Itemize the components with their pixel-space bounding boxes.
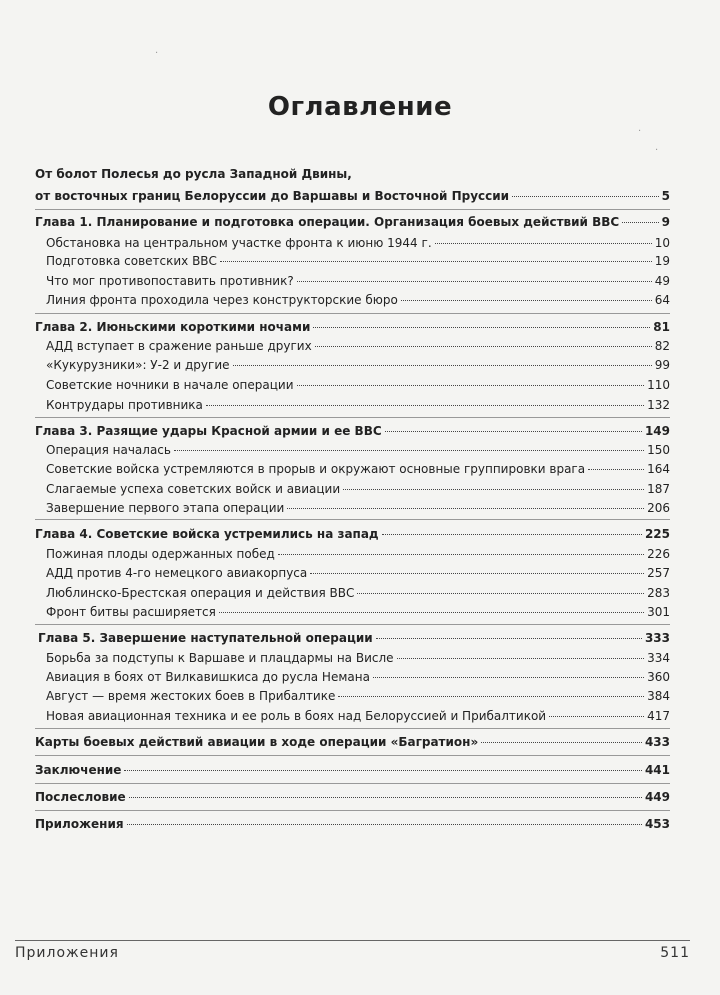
page-number: 206 xyxy=(647,501,670,515)
divider xyxy=(35,728,670,729)
page-number: 226 xyxy=(647,547,670,561)
divider xyxy=(35,810,670,811)
leader-dots xyxy=(278,554,644,555)
divider xyxy=(35,755,670,756)
leader-dots xyxy=(124,770,642,771)
leader-dots xyxy=(206,405,644,406)
toc-chapter-5[interactable]: Глава 5. Завершение наступательной операции 333 xyxy=(38,631,670,645)
divider xyxy=(35,624,670,625)
page-number: 360 xyxy=(647,670,670,684)
toc-section[interactable]: Пожиная плоды одержанных побед 226 xyxy=(46,547,670,561)
page-number: 187 xyxy=(647,482,670,496)
toc-conclusion[interactable]: Заключение 441 xyxy=(35,763,670,777)
toc-section[interactable]: Контрудары противника 132 xyxy=(46,398,670,412)
leader-dots xyxy=(127,824,642,825)
page-number: 433 xyxy=(644,735,670,749)
toc-section[interactable]: Авиация в боях от Вилкавишкиса до русла Немана 360 xyxy=(46,670,670,684)
page-number: 257 xyxy=(647,566,670,580)
leader-dots xyxy=(129,797,642,798)
toc-afterword[interactable]: Послесловие 449 xyxy=(35,790,670,804)
page-number: 453 xyxy=(644,817,670,831)
page-number: 225 xyxy=(644,527,670,541)
page-number: 334 xyxy=(647,651,670,665)
leader-dots xyxy=(401,300,652,301)
toc-section[interactable]: АДД вступает в сражение раньше других 82 xyxy=(46,339,670,353)
page-number: 283 xyxy=(647,586,670,600)
divider xyxy=(35,783,670,784)
page-number: 82 xyxy=(654,339,670,353)
divider xyxy=(35,209,670,210)
toc-section[interactable]: Август — время жестоких боев в Прибалтике 384 xyxy=(46,689,670,703)
leader-dots xyxy=(512,196,659,197)
page-number: 10 xyxy=(654,236,670,250)
toc-section[interactable]: Что мог противопоставить противник? 49 xyxy=(46,274,670,288)
footer-rule xyxy=(15,940,690,941)
page-number: 19 xyxy=(654,254,670,268)
leader-dots xyxy=(481,742,642,743)
toc-section[interactable]: Люблинско-Брестская операция и действия ВВС 283 xyxy=(46,586,670,600)
page-number: 384 xyxy=(647,689,670,703)
toc-section[interactable]: «Кукурузники»: У-2 и другие 99 xyxy=(46,358,670,372)
toc-intro-line2[interactable]: от восточных границ Белоруссии до Варшавы и Восточной Пруссии 5 xyxy=(35,189,670,203)
leader-dots xyxy=(549,716,644,717)
page-number: 150 xyxy=(647,443,670,457)
leader-dots xyxy=(219,612,644,613)
toc-section[interactable]: Советские войска устремляются в прорыв и окружают основные группировки врага 164 xyxy=(46,462,670,476)
folio-page-number: 511 xyxy=(660,945,690,961)
toc-section[interactable]: Фронт битвы расширяется 301 xyxy=(46,605,670,619)
speck-mark: · xyxy=(638,126,642,137)
page-number: 9 xyxy=(661,215,670,229)
toc-section[interactable]: Завершение первого этапа операции 206 xyxy=(46,501,670,515)
running-footer-title: Приложения xyxy=(15,945,119,961)
divider xyxy=(35,417,670,418)
page-number: 333 xyxy=(644,631,670,645)
speck-mark: · xyxy=(155,48,159,59)
toc-chapter-4[interactable]: Глава 4. Советские войска устремились на запад 225 xyxy=(35,527,670,541)
toc-section[interactable]: Слагаемые успеха советских войск и авиации 187 xyxy=(46,482,670,496)
leader-dots xyxy=(435,243,652,244)
page-number: 110 xyxy=(647,378,670,392)
leader-dots xyxy=(313,327,650,328)
toc-chapter-3[interactable]: Глава 3. Разящие удары Красной армии и ее ВВС 149 xyxy=(35,424,670,438)
leader-dots xyxy=(343,489,644,490)
leader-dots xyxy=(376,638,642,639)
page-number: 99 xyxy=(654,358,670,372)
toc-section[interactable]: Советские ночники в начале операции 110 xyxy=(46,378,670,392)
divider xyxy=(35,313,670,314)
leader-dots xyxy=(622,222,658,223)
page-number: 149 xyxy=(644,424,670,438)
toc-section[interactable]: Новая авиационная техника и ее роль в боях над Белоруссией и Прибалтикой 417 xyxy=(46,709,670,723)
leader-dots xyxy=(338,696,644,697)
page-number: 81 xyxy=(653,320,670,334)
page-footer xyxy=(15,945,690,961)
toc-chapter-2[interactable]: Глава 2. Июньскими короткими ночами 81 xyxy=(35,320,670,334)
page-number: 449 xyxy=(644,790,670,804)
toc-section[interactable]: Линия фронта проходила через конструкторские бюро 64 xyxy=(46,293,670,307)
leader-dots xyxy=(287,508,644,509)
leader-dots xyxy=(297,385,645,386)
toc-section[interactable]: Подготовка советских ВВС 19 xyxy=(46,254,670,268)
leader-dots xyxy=(174,450,644,451)
speck-mark: · xyxy=(655,145,659,156)
page-number: 441 xyxy=(644,763,670,777)
leader-dots xyxy=(310,573,644,574)
toc-appendices[interactable]: Приложения 453 xyxy=(35,817,670,831)
leader-dots xyxy=(297,281,652,282)
toc-chapter-1[interactable]: Глава 1. Планирование и подготовка операции. Организация боевых действий ВВС 9 xyxy=(35,215,670,229)
leader-dots xyxy=(397,658,645,659)
toc-section[interactable]: Борьба за подступы к Варшаве и плацдармы на Висле 334 xyxy=(46,651,670,665)
page-number: 301 xyxy=(647,605,670,619)
toc-section[interactable]: Операция началась 150 xyxy=(46,443,670,457)
page-number: 49 xyxy=(654,274,670,288)
toc-maps[interactable]: Карты боевых действий авиации в ходе операции «Багратион» 433 xyxy=(35,735,670,749)
toc-section[interactable]: АДД против 4-го немецкого авиакорпуса 257 xyxy=(46,566,670,580)
divider xyxy=(35,519,670,520)
page-number: 5 xyxy=(661,189,670,203)
page-number: 164 xyxy=(647,462,670,476)
page-number: 417 xyxy=(647,709,670,723)
leader-dots xyxy=(588,469,644,470)
toc-intro-line1[interactable]: От болот Полесья до русла Западной Двины, xyxy=(35,167,352,181)
toc-section[interactable]: Обстановка на центральном участке фронта к июню 1944 г. 10 xyxy=(46,236,670,250)
leader-dots xyxy=(220,261,652,262)
page-number: 64 xyxy=(654,293,670,307)
leader-dots xyxy=(357,593,644,594)
leader-dots xyxy=(233,365,652,366)
page-number: 132 xyxy=(647,398,670,412)
page-title: Оглавление xyxy=(267,92,453,122)
leader-dots xyxy=(373,677,644,678)
leader-dots xyxy=(315,346,652,347)
leader-dots xyxy=(385,431,642,432)
leader-dots xyxy=(382,534,642,535)
